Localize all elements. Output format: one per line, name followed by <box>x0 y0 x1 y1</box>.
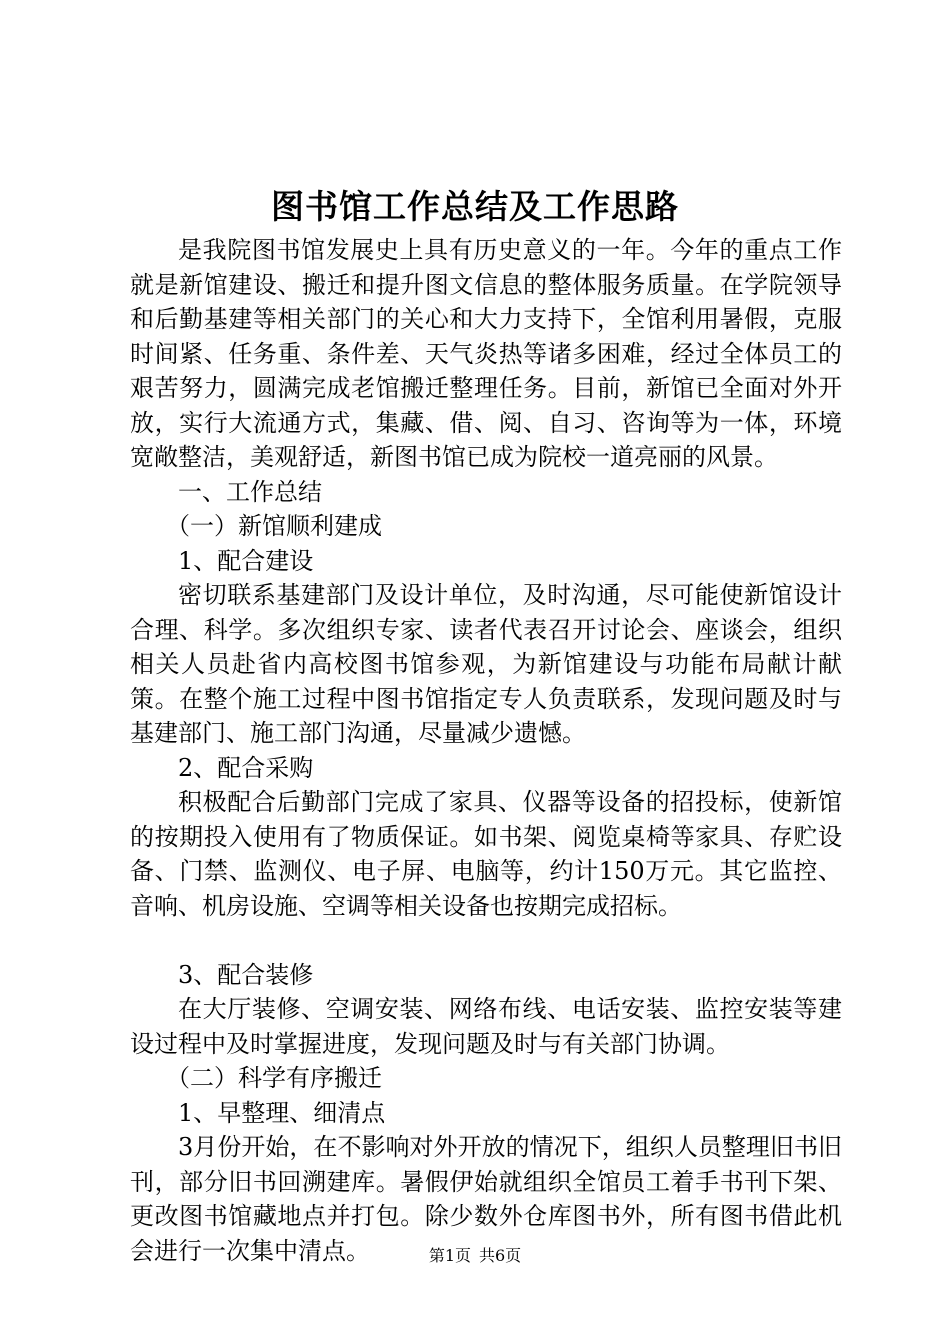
subsection-heading-new-library: （一）新馆顺利建成 <box>166 512 382 540</box>
early-sorting-paragraph: 3月份开始，在不影响对外开放的情况下，组织人员整理旧书旧刊，部分旧书回溯建库。暑假伊始就组织全馆员工着手书刊下架、更改图书馆藏地点并打包。除少数外仓库图书外，所有图书借此机会进行一次集中清点。 <box>130 1133 842 1265</box>
procurement-paragraph: 积极配合后勤部门完成了家具、仪器等设备的招投标，使新馆的按期投入使用有了物质保证。如书架、阅览桌椅等家具、存贮设备、门禁、监测仪、电子屏、电脑等，约计150万元。其它监控、音响、机房设施、空调等相关设备也按期完成招标。 <box>130 788 842 920</box>
renovation-paragraph: 在大厅装修、空调安装、网络布线、电话安装、监控安装等建设过程中及时掌握进度，发现问题及时与有关部门协调。 <box>130 995 842 1058</box>
item-heading-early-sorting: 1、早整理、细清点 <box>178 1098 386 1127</box>
subsection-heading-relocation: （二）科学有序搬迁 <box>166 1064 382 1092</box>
document-body <box>130 233 842 1268</box>
page-number-total: 共6页 <box>479 1246 522 1265</box>
paragraph-gap <box>130 923 842 958</box>
construction-paragraph: 密切联系基建部门及设计单位，及时沟通，尽可能使新馆设计合理、科学。多次组织专家、读者代表召开讨论会、座谈会，组织相关人员赴省内高校图书馆参观，为新馆建设与功能布局献计献策。在整个施工过程中图书馆指定专人负责联系，发现问题及时与基建部门、施工部门沟通，尽量减少遗憾。 <box>130 581 842 747</box>
intro-paragraph: 是我院图书馆发展史上具有历史意义的一年。今年的重点工作就是新馆建设、搬迁和提升图文信息的整体服务质量。在学院领导和后勤基建等相关部门的关心和大力支持下，全馆利用暑假，克服时间紧、任务重、条件差、天气炎热等诸多困难，经过全体员工的艰苦努力，圆满完成老馆搬迁整理任务。目前，新馆已全面对外开放，实行大流通方式，集藏、借、阅、自习、咨询等为一体，环境宽敞整洁，美观舒适，新图书馆已成为院校一道亮丽的风景。 <box>130 236 842 471</box>
item-heading-procurement: 2、配合采购 <box>178 753 314 782</box>
section-heading-work-summary: 一、工作总结 <box>178 477 322 506</box>
page-footer <box>0 1244 950 1268</box>
document-title: 图书馆工作总结及工作思路 <box>271 187 679 226</box>
item-heading-construction: 1、配合建设 <box>178 546 314 575</box>
item-heading-renovation: 3、配合装修 <box>178 960 314 989</box>
page-number-current: 第1页 <box>428 1246 471 1265</box>
